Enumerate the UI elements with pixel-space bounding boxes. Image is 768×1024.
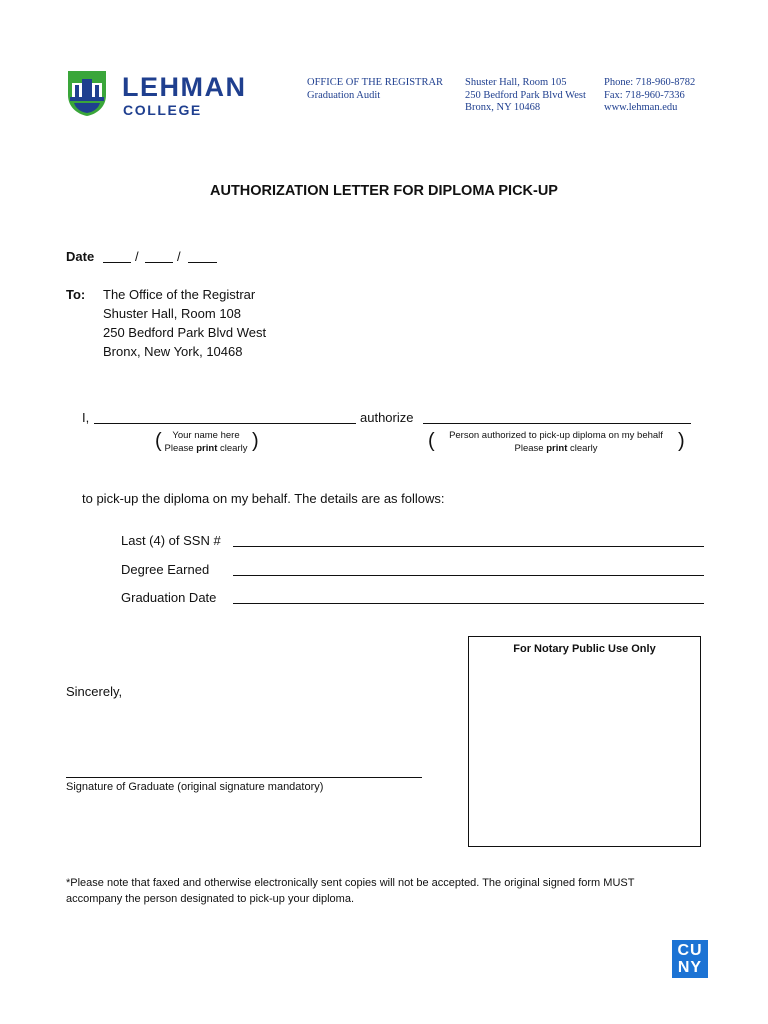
cuny-logo	[672, 940, 708, 978]
address-line: Shuster Hall, Room 105	[465, 77, 567, 88]
graduate-name-hint	[160, 429, 252, 455]
notary-box	[468, 636, 701, 847]
lehman-logo-icon	[66, 69, 108, 117]
authorized-person-field[interactable]	[423, 423, 691, 424]
signature-label: Signature of Graduate (original signature mandatory)	[66, 781, 324, 793]
authorize-label: authorize	[360, 410, 414, 425]
signature-field[interactable]	[66, 777, 422, 778]
cuny-logo-text: NY	[677, 959, 703, 976]
note-line: accompany the person designated to pick-up your diploma.	[66, 893, 355, 905]
recipient-line: Shuster Hall, Room 108	[103, 306, 242, 321]
degree-label: Degree Earned	[121, 562, 210, 577]
address-line: Bronx, NY 10468	[465, 102, 541, 113]
fax-number: Fax: 718-960-7336	[604, 89, 685, 101]
note-line: *Please note that faxed and otherwise electronically sent copies will not be accepted. The original signed form MUST	[66, 877, 635, 889]
hint-text: Your name here	[172, 430, 240, 441]
date-separator: /	[177, 249, 181, 264]
letterhead-office	[307, 77, 443, 102]
letterhead-contact	[604, 77, 695, 115]
recipient-line: Bronx, New York, 10468	[103, 344, 243, 359]
logo-subtitle: COLLEGE	[123, 102, 202, 118]
date-year-field[interactable]	[188, 262, 217, 263]
notary-title: For Notary Public Use Only	[513, 643, 656, 655]
website: www.lehman.edu	[604, 102, 678, 113]
footer-note	[66, 875, 706, 907]
purpose-text: to pick-up the diploma on my behalf. The details are as follows:	[82, 491, 445, 506]
right-brace: )	[678, 430, 685, 452]
recipient-line: 250 Bedford Park Blvd West	[103, 325, 267, 340]
date-separator: /	[135, 249, 139, 264]
date-label: Date	[66, 249, 95, 264]
hint-word: clearly	[220, 443, 248, 454]
address-line: 250 Bedford Park Blvd West	[465, 89, 586, 101]
document-title: AUTHORIZATION LETTER FOR DIPLOMA PICK-UP	[210, 183, 558, 199]
graduation-date-field[interactable]	[233, 603, 704, 604]
phone-number: Phone: 718-960-8782	[604, 77, 696, 88]
authorized-person-hint	[434, 429, 678, 455]
ssn-field[interactable]	[233, 546, 704, 547]
graduation-date-label: Graduation Date	[121, 590, 217, 605]
hint-text	[160, 442, 252, 455]
left-brace: (	[155, 430, 162, 452]
logo-name: LEHMAN	[122, 72, 247, 102]
office-unit: Graduation Audit	[307, 89, 381, 101]
hint-word: Please	[164, 443, 194, 454]
closing-salutation: Sincerely,	[66, 684, 123, 699]
left-brace: (	[428, 430, 435, 452]
ssn-label: Last (4) of SSN #	[121, 533, 221, 548]
recipient-line: The Office of the Registrar	[103, 287, 256, 302]
recipient-address	[103, 285, 266, 361]
hint-word: Please	[514, 443, 544, 454]
degree-field[interactable]	[233, 575, 704, 576]
date-month-field[interactable]	[103, 262, 131, 263]
date-day-field[interactable]	[145, 262, 173, 263]
authorization-prefix: I,	[82, 410, 90, 425]
hint-text	[434, 442, 678, 455]
hint-text: Person authorized to pick-up diploma on my behalf	[449, 430, 663, 441]
hint-word: clearly	[570, 443, 598, 454]
hint-emphasis: print	[196, 443, 218, 454]
right-brace: )	[252, 430, 259, 452]
graduate-name-field[interactable]	[94, 423, 356, 424]
office-name: OFFICE OF THE REGISTRAR	[307, 77, 444, 88]
cuny-logo-text: CU	[677, 942, 703, 959]
to-label: To:	[66, 287, 86, 302]
hint-emphasis: print	[546, 443, 568, 454]
letterhead-address	[465, 77, 586, 115]
